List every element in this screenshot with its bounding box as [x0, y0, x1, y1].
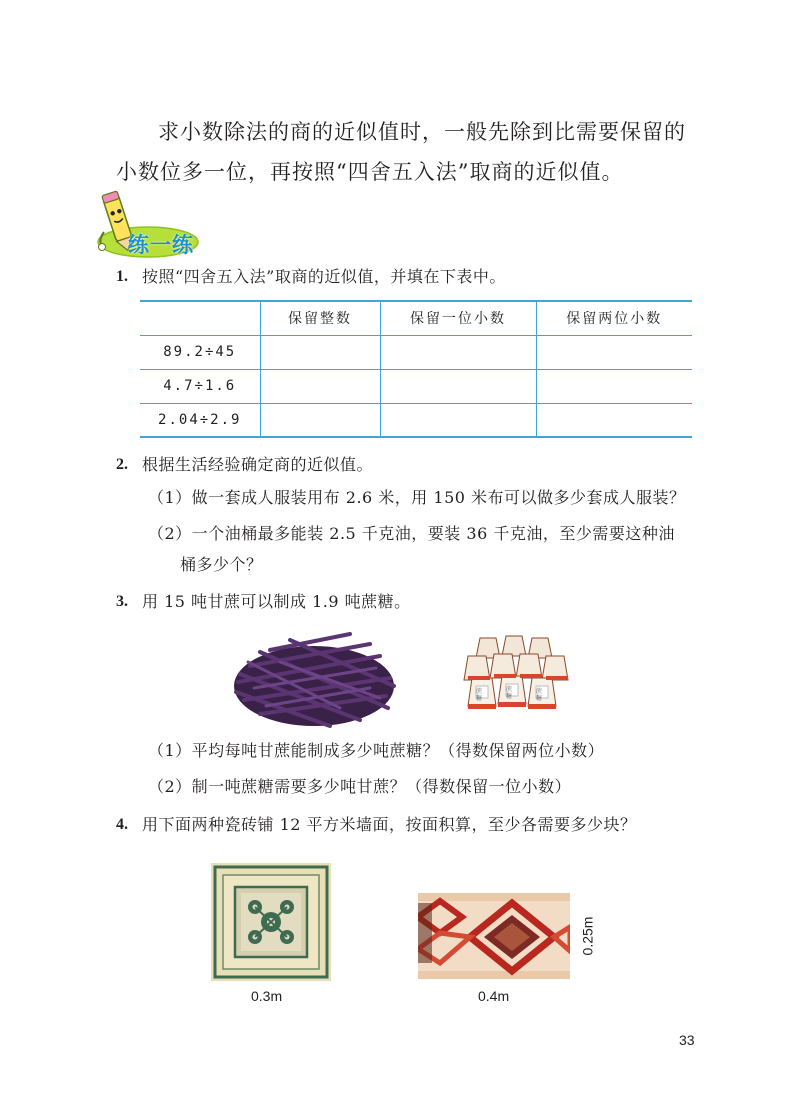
sugarcane-pile-image [230, 622, 398, 732]
answer-cell[interactable] [260, 369, 380, 403]
sugar-bag-label: 蔗糖 [476, 688, 483, 702]
question-2-number: 2. [116, 456, 128, 473]
question-4-number: 4. [116, 816, 128, 833]
question-3-text: 用 15 吨甘蔗可以制成 1.9 吨蔗糖。 [142, 592, 411, 611]
table-header-cell: 保留一位小数 [380, 301, 536, 335]
rectangular-tile-width-label: 0.4m [478, 988, 510, 1004]
question-2-sub-2: （2）一个油桶最多能装 2.5 千克油，要装 36 千克油，至少需要这种油 [148, 524, 675, 543]
answer-cell[interactable] [380, 335, 536, 369]
division-expression: 2.04÷2.9 [140, 403, 260, 437]
question-2-text: 根据生活经验确定商的近似值。 [142, 455, 374, 474]
approximation-table [140, 300, 692, 438]
rectangular-tile-image [418, 893, 570, 979]
question-1-text: 按照“四舍五入法”取商的近似值，并填在下表中。 [142, 267, 506, 286]
answer-cell[interactable] [380, 369, 536, 403]
division-expression: 4.7÷1.6 [140, 369, 260, 403]
answer-cell[interactable] [260, 403, 380, 437]
table-row [140, 369, 692, 403]
question-4-text: 用下面两种瓷砖铺 12 平方米墙面，按面积算，至少各需要多少块？ [142, 815, 637, 834]
question-3-sub-1: （1）平均每吨甘蔗能制成多少吨蔗糖？（得数保留两位小数） [148, 741, 605, 760]
table-header-row [140, 301, 692, 335]
table-header-cell: 保留整数 [260, 301, 380, 335]
question-3-number: 3. [116, 593, 128, 610]
intro-paragraph: 求小数除法的商的近似值时，一般先除到比需要保留的小数位多一位，再按照“四舍五入法”取商的近似值。 [116, 120, 686, 184]
division-expression: 89.2÷45 [140, 335, 260, 369]
practice-section-label: 练一练 [128, 233, 194, 257]
sugar-bag-label: 蔗糖 [536, 688, 543, 702]
answer-cell[interactable] [260, 335, 380, 369]
square-tile-width-label: 0.3m [251, 988, 283, 1004]
question-3-sub-2: （2）制一吨蔗糖需要多少吨甘蔗？（得数保留一位小数） [148, 777, 572, 796]
rectangular-tile-height-label: 0.25m [579, 916, 596, 956]
question-1-number: 1. [116, 268, 128, 285]
table-row [140, 335, 692, 369]
answer-cell[interactable] [380, 403, 536, 437]
sugar-bags-image [462, 634, 574, 716]
page-number: 33 [679, 1032, 695, 1048]
table-header-cell: 保留两位小数 [536, 301, 692, 335]
square-tile-image [211, 863, 331, 981]
answer-cell[interactable] [536, 403, 692, 437]
answer-cell[interactable] [536, 369, 692, 403]
answer-cell[interactable] [536, 335, 692, 369]
table-row [140, 403, 692, 437]
table-header-cell [140, 301, 260, 335]
question-2-sub-1: （1）做一套成人服装用布 2.6 米，用 150 米布可以做多少套成人服装？ [148, 488, 686, 507]
sugar-bag-label: 蔗糖 [506, 686, 513, 700]
question-2-sub-2-cont: 桶多少个？ [180, 555, 263, 574]
